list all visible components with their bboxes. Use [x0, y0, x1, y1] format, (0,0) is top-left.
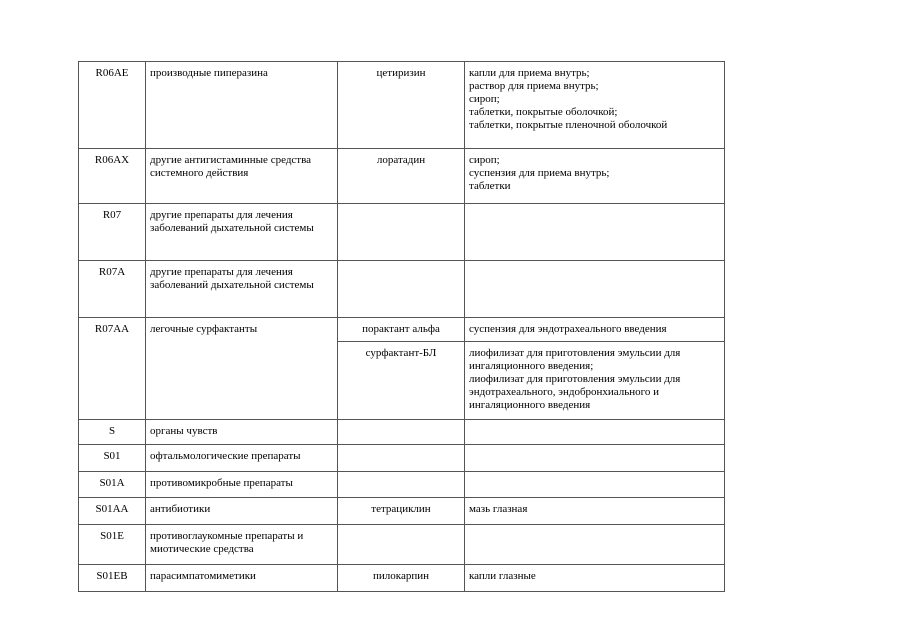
dosage-form-cell	[465, 472, 725, 498]
table-row	[79, 565, 725, 592]
drug-name-cell: цетиризин	[338, 62, 465, 149]
drug-name-cell: сурфактант-БЛ	[338, 342, 465, 420]
dosage-form-cell	[465, 62, 725, 149]
dosage-form-line: таблетки, покрытые пленочной оболочкой	[469, 119, 668, 131]
drug-name-cell	[338, 261, 465, 318]
drug-name-cell	[338, 420, 465, 445]
atc-drug-table	[78, 61, 725, 592]
table-row	[79, 149, 725, 204]
table-row	[79, 261, 725, 318]
anatomical-group-cell: другие препараты для лечения заболеваний дыхательной системы	[146, 204, 338, 261]
drug-name-cell: пилокарпин	[338, 565, 465, 592]
anatomical-group-cell: противомикробные препараты	[146, 472, 338, 498]
atc-code-cell: S01A	[79, 472, 146, 498]
dosage-form-cell	[465, 261, 725, 318]
table-body	[79, 62, 725, 592]
anatomical-group-cell: противоглаукомные препараты и миотические средства	[146, 525, 338, 565]
table-row	[79, 420, 725, 445]
dosage-form-line: таблетки, покрытые оболочкой;	[469, 106, 618, 118]
table-row	[79, 204, 725, 261]
dosage-form-line: таблетки	[469, 180, 511, 192]
table-row	[79, 318, 725, 342]
anatomical-group-cell: другие препараты для лечения заболеваний дыхательной системы	[146, 261, 338, 318]
atc-code-cell: R07AA	[79, 318, 146, 420]
anatomical-group-cell: другие антигистаминные средства системного действия	[146, 149, 338, 204]
dosage-form-cell	[465, 565, 725, 592]
table-row	[79, 62, 725, 149]
drug-name-cell: тетрациклин	[338, 498, 465, 525]
atc-code-cell: S	[79, 420, 146, 445]
dosage-form-line: ингаляционного введения;	[469, 360, 594, 372]
anatomical-group-cell: парасимпатомиметики	[146, 565, 338, 592]
atc-code-cell: S01	[79, 445, 146, 472]
dosage-form-line: эндотрахеального, эндобронхиального и	[469, 386, 660, 398]
anatomical-group-cell: офтальмологические препараты	[146, 445, 338, 472]
drug-name-cell: лоратадин	[338, 149, 465, 204]
atc-code-cell: R07	[79, 204, 146, 261]
dosage-form-line: сироп;	[469, 93, 500, 105]
anatomical-group-cell: производные пиперазина	[146, 62, 338, 149]
dosage-form-line: ингаляционного введения	[469, 399, 591, 411]
drug-name-cell	[338, 204, 465, 261]
dosage-form-cell	[465, 525, 725, 565]
atc-code-cell: S01EB	[79, 565, 146, 592]
dosage-form-cell	[465, 498, 725, 525]
table-row	[79, 525, 725, 565]
drug-name-cell: порактант альфа	[338, 318, 465, 342]
dosage-form-cell	[465, 149, 725, 204]
dosage-form-line: суспензия для приема внутрь;	[469, 167, 610, 179]
atc-code-cell: S01E	[79, 525, 146, 565]
dosage-form-line: раствор для приема внутрь;	[469, 80, 599, 92]
anatomical-group-cell: антибиотики	[146, 498, 338, 525]
table-row	[79, 472, 725, 498]
dosage-form-cell	[465, 445, 725, 472]
dosage-form-line: мазь глазная	[469, 503, 528, 515]
atc-code-cell: R07A	[79, 261, 146, 318]
dosage-form-line: капли глазные	[469, 570, 536, 582]
dosage-form-line: лиофилизат для приготовления эмульсии для	[469, 373, 681, 385]
dosage-form-line: капли для приема внутрь;	[469, 67, 590, 79]
atc-code-cell: R06AE	[79, 62, 146, 149]
dosage-form-cell	[465, 342, 725, 420]
table-row	[79, 445, 725, 472]
dosage-form-cell	[465, 420, 725, 445]
dosage-form-line: лиофилизат для приготовления эмульсии для	[469, 347, 681, 359]
anatomical-group-cell: легочные сурфактанты	[146, 318, 338, 420]
table-row	[79, 498, 725, 525]
dosage-form-cell	[465, 318, 725, 342]
dosage-form-cell	[465, 204, 725, 261]
anatomical-group-cell: органы чувств	[146, 420, 338, 445]
dosage-form-line: суспензия для эндотрахеального введения	[469, 323, 667, 335]
atc-code-cell: R06AX	[79, 149, 146, 204]
drug-name-cell	[338, 445, 465, 472]
drug-name-cell	[338, 472, 465, 498]
atc-code-cell: S01AA	[79, 498, 146, 525]
dosage-form-line: сироп;	[469, 154, 500, 166]
drug-name-cell	[338, 525, 465, 565]
